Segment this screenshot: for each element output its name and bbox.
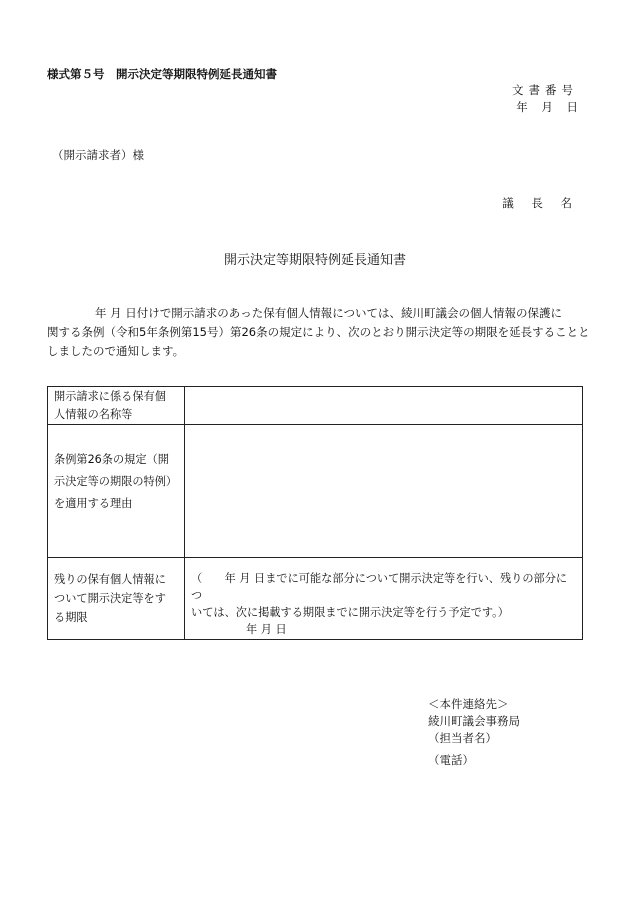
label-line: ついて開示決定等をす [54,592,166,605]
body-line: 関する条例（令和5年条例第15号）第26条の規定により、次のとおり開示決定等の期限を延長することと [47,325,590,339]
value-line: （ 年 月 日までに可能な部分について開示決定等を行い、残りの部分につ [191,572,568,602]
row-value-info-name[interactable] [185,387,583,425]
recipient: （開示請求者）様 [52,148,144,162]
contact-person: （担当者名） [428,731,497,745]
label-line: 人情報の名称等 [54,408,133,421]
label-line: る期限 [54,611,88,624]
form-label: 様式第５号 開示決定等期限特例延長通知書 [47,67,277,81]
table-row [48,387,583,425]
table-row [48,558,583,640]
row-label-reason [48,425,185,558]
label-line: 条例第26条の規定（開 [54,453,169,466]
value-line: いては、次に掲載する期限までに開示決定等を行う予定です。） [191,606,509,619]
document-title: 開示決定等期限特例延長通知書 [223,253,406,268]
document-number: 文書番号 [512,83,578,97]
row-label-info-name [48,387,185,425]
row-label-deadline [48,558,185,640]
body-text [47,304,590,361]
document-date: 年 月 日 [516,100,578,114]
contact-heading: ＜本件連絡先＞ [428,697,509,711]
body-line: しましたので通知します。 [47,344,185,358]
body-line: 年 月 日付けで開示請求のあった保有個人情報については、綾川町議会の個人情報の保護に [95,306,562,320]
row-value-deadline[interactable] [185,558,583,640]
label-line: 開示請求に係る保有個 [54,390,166,403]
table-row [48,425,583,558]
label-line: 示決定等の期限の特例） [54,475,178,488]
label-line: を適用する理由 [54,497,133,510]
info-table [47,386,583,640]
contact-phone: （電話） [428,753,474,767]
row-value-reason[interactable] [185,425,583,558]
contact-block [428,696,520,747]
value-line-date: 年 月 日 [246,623,287,636]
label-line: 残りの保有個人情報に [54,573,166,586]
chair-name: 議 長 名 [502,196,572,210]
contact-office: 綾川町議会事務局 [428,714,520,728]
